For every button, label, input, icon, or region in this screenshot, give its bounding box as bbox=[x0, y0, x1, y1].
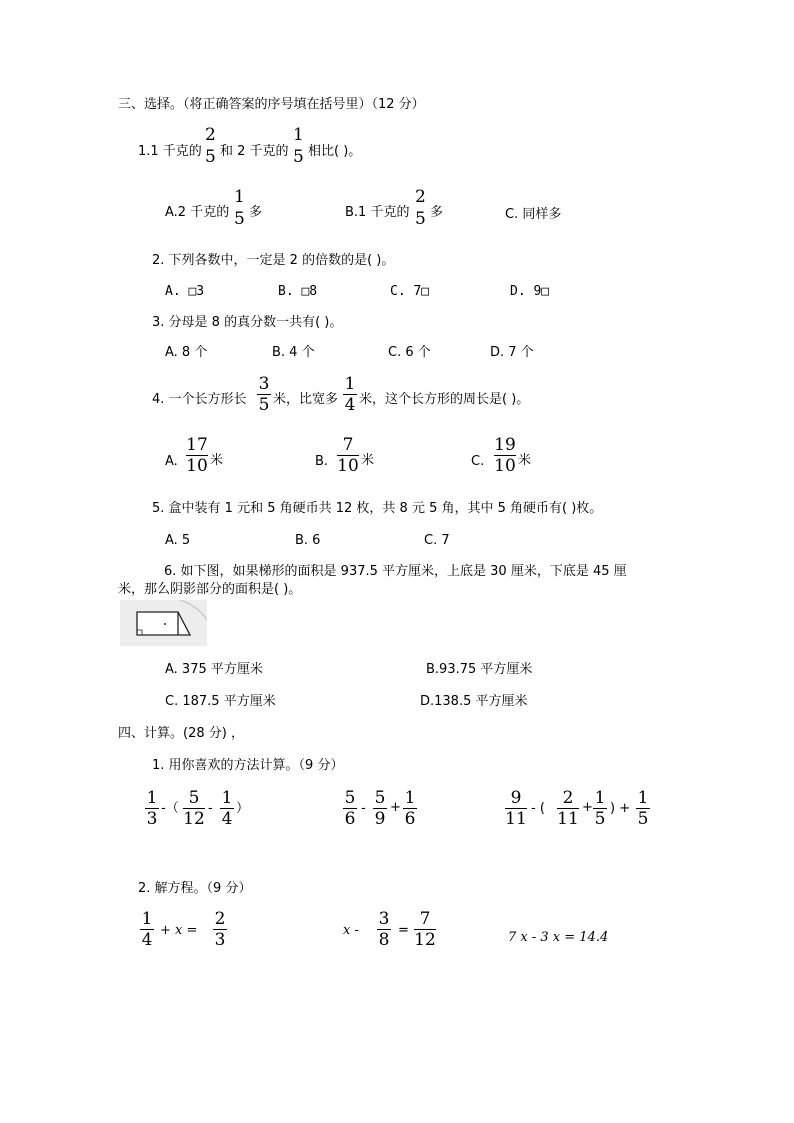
numerator: 5 bbox=[188, 788, 200, 808]
numerator: 1 bbox=[293, 125, 304, 145]
q6-option-b: B.93.75 平方厘米 bbox=[426, 662, 533, 677]
q1-option-a-suffix: 多 bbox=[249, 205, 263, 220]
q2-option-c: C. 7□ bbox=[390, 284, 430, 299]
e2-op-2: + bbox=[390, 800, 401, 815]
q2-text: 2. 下列各数中，一定是 2 的倍数的是( )。 bbox=[152, 253, 395, 268]
q3-option-d: D. 7 个 bbox=[490, 345, 534, 360]
q4-suffix: 米，这个长方形的周长是( )。 bbox=[359, 392, 530, 407]
denominator: 10 bbox=[494, 456, 516, 476]
q4-option-c-unit: 米 bbox=[518, 453, 532, 468]
q2-option-b: B. □8 bbox=[278, 284, 318, 299]
denominator: 4 bbox=[141, 930, 153, 950]
q6-option-c: C. 187.5 平方厘米 bbox=[165, 694, 276, 709]
q4-option-a-fraction bbox=[186, 436, 208, 475]
e3-fraction-a bbox=[505, 789, 527, 828]
eq1-fraction-a bbox=[140, 910, 154, 949]
e1-fraction-a bbox=[145, 789, 159, 828]
denominator: 6 bbox=[344, 809, 356, 829]
section4-title: 四、计算。(28 分) ， bbox=[118, 726, 244, 741]
e3-op-1: - ( bbox=[531, 801, 545, 816]
q6-option-a: A. 375 平方厘米 bbox=[165, 662, 263, 677]
numerator: 1 bbox=[594, 788, 606, 808]
q1-prefix: 1.1 千克的 bbox=[138, 144, 202, 159]
q4-fraction-1 bbox=[257, 375, 271, 414]
q4-option-a-label: A. bbox=[165, 454, 178, 469]
e1-fraction-c bbox=[220, 789, 234, 828]
e1-fraction-b bbox=[183, 789, 205, 828]
denominator: 12 bbox=[414, 930, 436, 950]
q4-option-b-unit: 米 bbox=[361, 453, 375, 468]
q4-option-b-fraction bbox=[337, 436, 359, 475]
numerator: 7 bbox=[342, 435, 354, 455]
denominator: 11 bbox=[557, 809, 579, 829]
numerator: 5 bbox=[374, 788, 386, 808]
numerator: 1 bbox=[344, 374, 356, 394]
eq2-equals: = bbox=[398, 923, 409, 938]
q1-option-b-fraction bbox=[415, 188, 426, 228]
q1-suffix: 相比( )。 bbox=[308, 144, 362, 159]
numerator: 19 bbox=[494, 435, 516, 455]
numerator: 1 bbox=[637, 788, 649, 808]
e3-fraction-d bbox=[636, 789, 650, 828]
numerator: 2 bbox=[205, 125, 216, 145]
numerator: 1 bbox=[146, 788, 158, 808]
numerator: 3 bbox=[258, 374, 270, 394]
e3-fraction-b bbox=[557, 789, 579, 828]
q3-text: 3. 分母是 8 的真分数一共有( )。 bbox=[152, 315, 343, 330]
eq2-prefix: x - bbox=[343, 923, 359, 938]
denominator: 12 bbox=[183, 809, 205, 829]
numerator: 3 bbox=[378, 909, 390, 929]
q1-fraction-2 bbox=[293, 126, 304, 166]
q4-mid: 米，比宽多 bbox=[273, 392, 339, 407]
q6-line-2: 米，那么阴影部分的面积是( )。 bbox=[118, 582, 302, 597]
q5-option-a: A. 5 bbox=[165, 533, 191, 548]
numerator: 2 bbox=[214, 909, 226, 929]
section3-title: 三、选择。（将正确答案的序号填在括号里）（12 分） bbox=[118, 97, 425, 112]
e3-fraction-c bbox=[593, 789, 607, 828]
q5-option-b: B. 6 bbox=[295, 533, 321, 548]
q3-option-a: A. 8 个 bbox=[165, 345, 208, 360]
eq1-middle: + x = bbox=[160, 923, 198, 938]
e3-op-3: ) + bbox=[610, 801, 631, 816]
denominator: 10 bbox=[337, 456, 359, 476]
q3-option-c: C. 6 个 bbox=[388, 345, 431, 360]
q4-prefix: 4. 一个长方形长 bbox=[152, 392, 247, 407]
q1-option-b-suffix: 多 bbox=[430, 205, 444, 220]
e1-op-2: - bbox=[208, 801, 213, 816]
q1-fraction-1 bbox=[205, 126, 216, 166]
numerator: 1 bbox=[234, 187, 245, 207]
numerator: 2 bbox=[562, 788, 574, 808]
eq1-fraction-b bbox=[213, 910, 227, 949]
part1-title: 1. 用你喜欢的方法计算。（9 分） bbox=[152, 758, 344, 773]
q1-option-c: C. 同样多 bbox=[505, 207, 562, 222]
denominator: 9 bbox=[374, 809, 386, 829]
denominator: 5 bbox=[258, 395, 270, 415]
eq2-fraction-a bbox=[377, 910, 391, 949]
denominator: 4 bbox=[221, 809, 233, 829]
equation-3: 7 x - 3 x = 14.4 bbox=[508, 930, 609, 945]
denominator: 5 bbox=[415, 209, 426, 229]
e2-fraction-b bbox=[373, 789, 387, 828]
e1-op-1: -（ bbox=[161, 801, 179, 816]
q1-option-b-prefix: B.1 千克的 bbox=[345, 205, 410, 220]
trapezoid-figure bbox=[120, 600, 207, 646]
e2-op-1: - bbox=[361, 801, 366, 816]
eq2-fraction-b bbox=[414, 910, 436, 949]
q2-option-d: D. 9□ bbox=[510, 284, 550, 299]
q4-fraction-2 bbox=[343, 375, 357, 414]
e1-close: ） bbox=[236, 801, 250, 816]
denominator: 5 bbox=[637, 809, 649, 829]
denominator: 5 bbox=[293, 147, 304, 167]
e2-fraction-c bbox=[403, 789, 417, 828]
numerator: 1 bbox=[404, 788, 416, 808]
denominator: 8 bbox=[378, 930, 390, 950]
q5-option-c: C. 7 bbox=[424, 533, 450, 548]
denominator: 11 bbox=[505, 809, 527, 829]
denominator: 6 bbox=[404, 809, 416, 829]
q4-option-a-unit: 米 bbox=[210, 453, 224, 468]
q3-option-b: B. 4 个 bbox=[272, 345, 315, 360]
numerator: 1 bbox=[221, 788, 233, 808]
numerator: 2 bbox=[415, 187, 426, 207]
q1-option-a-prefix: A.2 千克的 bbox=[165, 205, 230, 220]
numerator: 1 bbox=[141, 909, 153, 929]
q1-option-a-fraction bbox=[234, 188, 245, 228]
q4-option-c-fraction bbox=[494, 436, 516, 475]
numerator: 9 bbox=[510, 788, 522, 808]
denominator: 5 bbox=[234, 209, 245, 229]
q4-option-b-label: B. bbox=[315, 454, 329, 469]
denominator: 3 bbox=[214, 930, 226, 950]
numerator: 17 bbox=[186, 435, 208, 455]
part2-title: 2. 解方程。（9 分） bbox=[138, 881, 252, 896]
q4-option-c-label: C. bbox=[471, 454, 485, 469]
denominator: 5 bbox=[594, 809, 606, 829]
denominator: 5 bbox=[205, 147, 216, 167]
q6-option-d: D.138.5 平方厘米 bbox=[420, 694, 528, 709]
denominator: 3 bbox=[146, 809, 158, 829]
e3-op-2: + bbox=[582, 800, 593, 815]
q2-option-a: A. □3 bbox=[165, 284, 205, 299]
e2-fraction-a bbox=[343, 789, 357, 828]
denominator: 4 bbox=[344, 395, 356, 415]
numerator: 5 bbox=[344, 788, 356, 808]
q6-line-1: 6. 如下图，如果梯形的面积是 937.5 平方厘米，上底是 30 厘米，下底是 45 厘 bbox=[164, 564, 627, 579]
q5-text: 5. 盒中装有 1 元和 5 角硬币共 12 枚，共 8 元 5 角，其中 5 角硬币有( )枚。 bbox=[152, 501, 603, 516]
numerator: 7 bbox=[419, 909, 431, 929]
q1-mid: 和 2 千克的 bbox=[220, 144, 289, 159]
denominator: 10 bbox=[186, 456, 208, 476]
